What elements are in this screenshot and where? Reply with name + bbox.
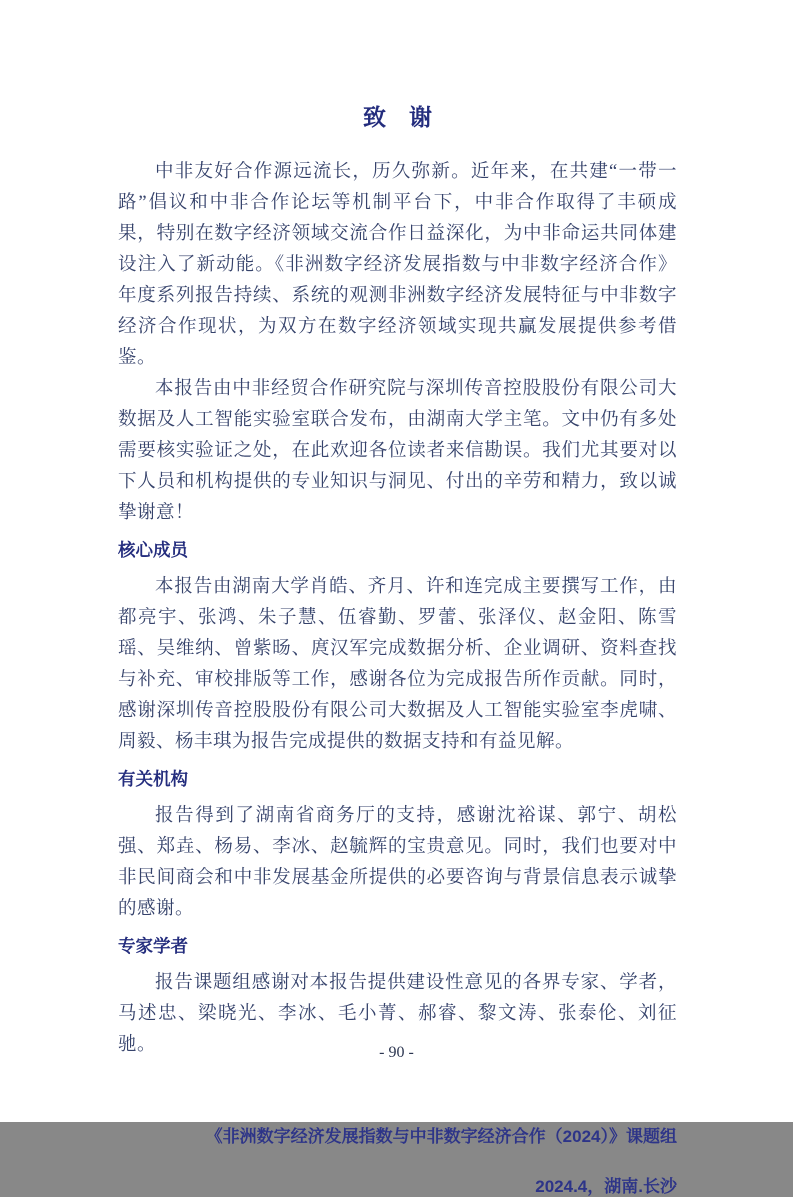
section-paragraph-related-institutions: 报告得到了湖南省商务厅的支持，感谢沈裕谋、郭宁、胡松强、郑垚、杨易、李冰、赵毓辉的宝贵意见。同时，我们也要对中非民间商会和中非发展基金所提供的必要咨询与背景信息表示诚挚的感谢。: [118, 806, 677, 919]
page-number: - 90 -: [379, 1044, 414, 1061]
page-content: [118, 0, 677, 1197]
signature-date-location: 2024.4，湖南.长沙: [535, 1177, 677, 1196]
section-paragraph-core-members: 本报告由湖南大学肖皓、齐月、许和连完成主要撰写工作，由都亮宇、张鸿、朱子慧、伍睿勤、罗蕾、张泽仪、赵金阳、陈雪瑶、吴维纳、曾紫旸、庹汉军完成数据分析、企业调研、资料查找与补充、审校排版等工作，感谢各位为完成报告所作贡献。同时，感谢深圳传音控股股份有限公司大数据及人工智能实验室李虎啸、周毅、杨丰琪为报告完成提供的数据支持和有益见解。: [118, 577, 677, 752]
signature-research-group: 《非洲数字经济发展指数与中非数字经济合作（2024）》课题组: [205, 1127, 677, 1146]
section-heading-related-institutions: 有关机构: [118, 769, 188, 789]
intro-paragraph-2: 本报告由中非经贸合作研究院与深圳传音控股股份有限公司大数据及人工智能实验室联合发布，由湖南大学主笔。文中仍有多处需要核实验证之处，在此欢迎各位读者来信勘误。我们尤其要对以下人员和机构提供的专业知识与洞见、付出的辛劳和精力，致以诚挚谢意！: [118, 379, 677, 523]
section-paragraph-experts-scholars: 报告课题组感谢对本报告提供建设性意见的各界专家、学者，马述忠、梁晓光、李冰、毛小菁、郝睿、黎文涛、张泰伦、刘征驰。: [118, 973, 677, 1055]
page-title: 致 谢: [363, 104, 432, 130]
intro-paragraph-1: 中非友好合作源远流长，历久弥新。近年来，在共建“一带一路”倡议和中非合作论坛等机制平台下，中非合作取得了丰硕成果，特别在数字经济领域交流合作日益深化，为中非命运共同体建设注入了新动能。《非洲数字经济发展指数与中非数字经济合作》年度系列报告持续、系统的观测非洲数字经济发展特征与中非数字经济合作现状，为双方在数字经济领域实现共赢发展提供参考借鉴。: [118, 162, 677, 368]
section-heading-experts-scholars: 专家学者: [118, 936, 188, 956]
section-heading-core-members: 核心成员: [118, 540, 188, 560]
signature-block: [118, 1127, 677, 1197]
